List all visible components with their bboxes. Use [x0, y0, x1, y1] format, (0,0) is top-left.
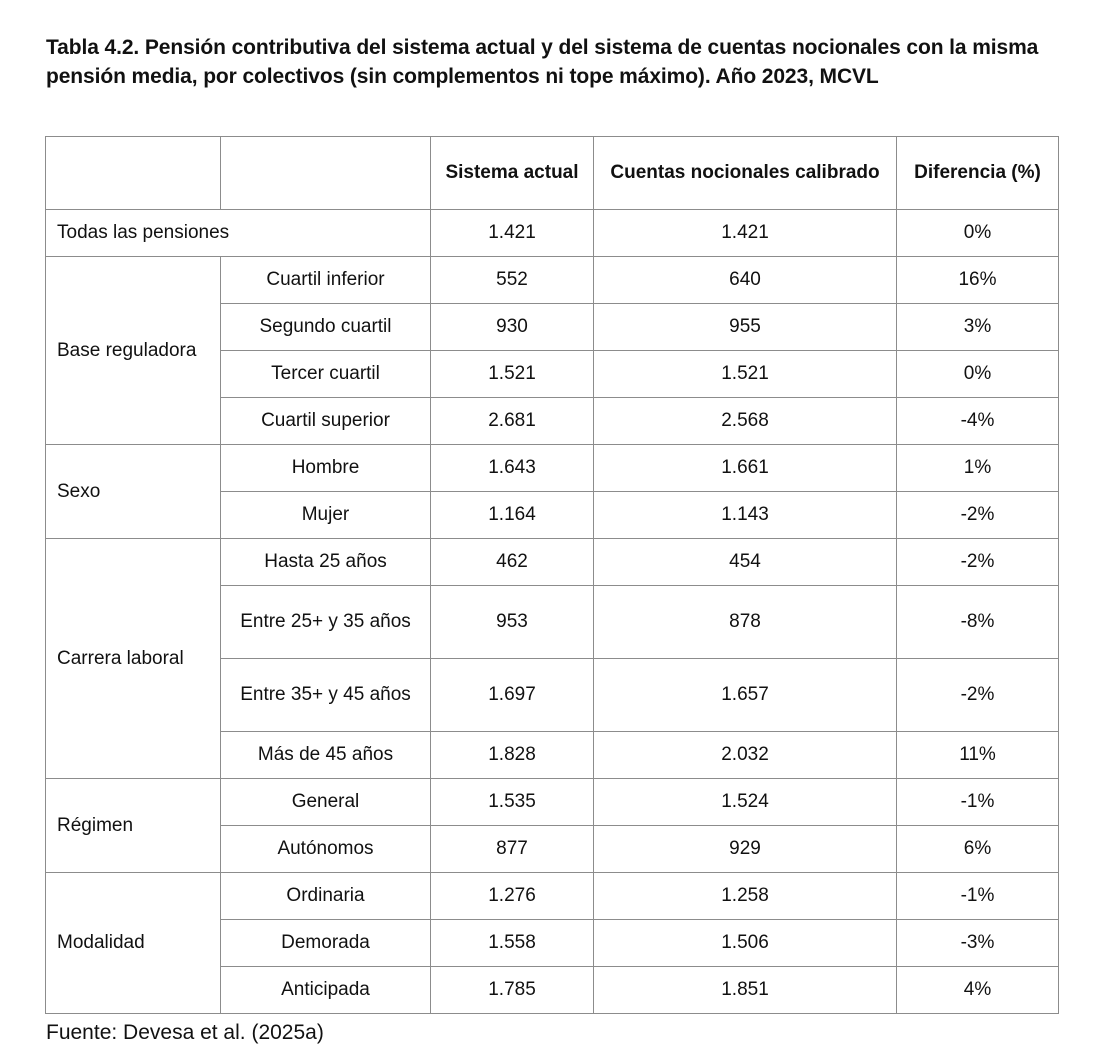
cell-sistema-actual: 552	[431, 257, 594, 304]
header-subcategory	[221, 137, 431, 210]
cell-diferencia: 16%	[897, 257, 1059, 304]
group-label: Régimen	[46, 779, 221, 873]
cell-cuentas-nocionales: 1.258	[594, 873, 897, 920]
table-title: Tabla 4.2. Pensión contributiva del sistema actual y del sistema de cuentas nocionales con la misma pensión media, por colectivos (sin complementos ni tope máximo). Año 2023, MCVL	[46, 36, 1039, 88]
row-label: Ordinaria	[221, 873, 431, 920]
cell-sistema-actual: 1.521	[431, 351, 594, 398]
cell-diferencia: -2%	[897, 659, 1059, 732]
cell-sistema-actual: 1.785	[431, 967, 594, 1014]
row-label: Más de 45 años	[221, 732, 431, 779]
cell-diferencia: -1%	[897, 779, 1059, 826]
cell-sistema-actual: 2.681	[431, 398, 594, 445]
row-label: Hombre	[221, 445, 431, 492]
row-label: Autónomos	[221, 826, 431, 873]
cell-diferencia: 0%	[897, 351, 1059, 398]
cell-diferencia: -2%	[897, 492, 1059, 539]
cell-diferencia: -3%	[897, 920, 1059, 967]
cell-cuentas-nocionales: 2.568	[594, 398, 897, 445]
group-label: Base reguladora	[46, 257, 221, 445]
cell-diferencia: 4%	[897, 967, 1059, 1014]
cell-diferencia: 0%	[897, 210, 1059, 257]
header-category	[46, 137, 221, 210]
cell-sistema-actual: 877	[431, 826, 594, 873]
source-note: Fuente: Devesa et al. (2025a)	[46, 1021, 324, 1044]
cell-cuentas-nocionales: 955	[594, 304, 897, 351]
cell-sistema-actual: 1.558	[431, 920, 594, 967]
cell-cuentas-nocionales: 878	[594, 586, 897, 659]
row-label: Segundo cuartil	[221, 304, 431, 351]
cell-cuentas-nocionales: 1.524	[594, 779, 897, 826]
cell-sistema-actual: 930	[431, 304, 594, 351]
table-row	[46, 445, 1059, 492]
header-cuentas-nocionales: Cuentas nocionales calibrado	[594, 137, 897, 210]
cell-diferencia: 3%	[897, 304, 1059, 351]
cell-cuentas-nocionales: 929	[594, 826, 897, 873]
row-label: General	[221, 779, 431, 826]
table-row	[46, 779, 1059, 826]
cell-cuentas-nocionales: 640	[594, 257, 897, 304]
header-sistema-actual: Sistema actual	[431, 137, 594, 210]
cell-cuentas-nocionales: 1.506	[594, 920, 897, 967]
row-label: Demorada	[221, 920, 431, 967]
cell-cuentas-nocionales: 1.143	[594, 492, 897, 539]
row-label: Entre 35+ y 45 años	[221, 659, 431, 732]
group-label: Modalidad	[46, 873, 221, 1014]
row-label: Hasta 25 años	[221, 539, 431, 586]
row-label: Entre 25+ y 35 años	[221, 586, 431, 659]
header-row	[46, 137, 1059, 210]
row-label: Cuartil superior	[221, 398, 431, 445]
cell-sistema-actual: 1.643	[431, 445, 594, 492]
cell-cuentas-nocionales: 1.851	[594, 967, 897, 1014]
cell-cuentas-nocionales: 454	[594, 539, 897, 586]
row-label: Anticipada	[221, 967, 431, 1014]
cell-diferencia: 1%	[897, 445, 1059, 492]
cell-diferencia: -4%	[897, 398, 1059, 445]
cell-diferencia: -1%	[897, 873, 1059, 920]
cell-sistema-actual: 1.535	[431, 779, 594, 826]
cell-sistema-actual: 1.421	[431, 210, 594, 257]
cell-sistema-actual: 1.276	[431, 873, 594, 920]
table-row	[46, 539, 1059, 586]
pension-table	[45, 136, 1059, 1014]
table-row	[46, 257, 1059, 304]
row-label: Mujer	[221, 492, 431, 539]
cell-cuentas-nocionales: 1.657	[594, 659, 897, 732]
row-label: Todas las pensiones	[46, 210, 431, 257]
cell-sistema-actual: 953	[431, 586, 594, 659]
cell-cuentas-nocionales: 1.661	[594, 445, 897, 492]
cell-cuentas-nocionales: 2.032	[594, 732, 897, 779]
cell-diferencia: -8%	[897, 586, 1059, 659]
table-row	[46, 873, 1059, 920]
cell-sistema-actual: 1.697	[431, 659, 594, 732]
table-row-total	[46, 210, 1059, 257]
row-label: Tercer cuartil	[221, 351, 431, 398]
group-label: Sexo	[46, 445, 221, 539]
row-label: Cuartil inferior	[221, 257, 431, 304]
cell-sistema-actual: 1.828	[431, 732, 594, 779]
cell-diferencia: -2%	[897, 539, 1059, 586]
cell-diferencia: 6%	[897, 826, 1059, 873]
cell-cuentas-nocionales: 1.521	[594, 351, 897, 398]
cell-sistema-actual: 1.164	[431, 492, 594, 539]
cell-cuentas-nocionales: 1.421	[594, 210, 897, 257]
header-diferencia: Diferencia (%)	[897, 137, 1059, 210]
group-label: Carrera laboral	[46, 539, 221, 779]
cell-sistema-actual: 462	[431, 539, 594, 586]
cell-diferencia: 11%	[897, 732, 1059, 779]
